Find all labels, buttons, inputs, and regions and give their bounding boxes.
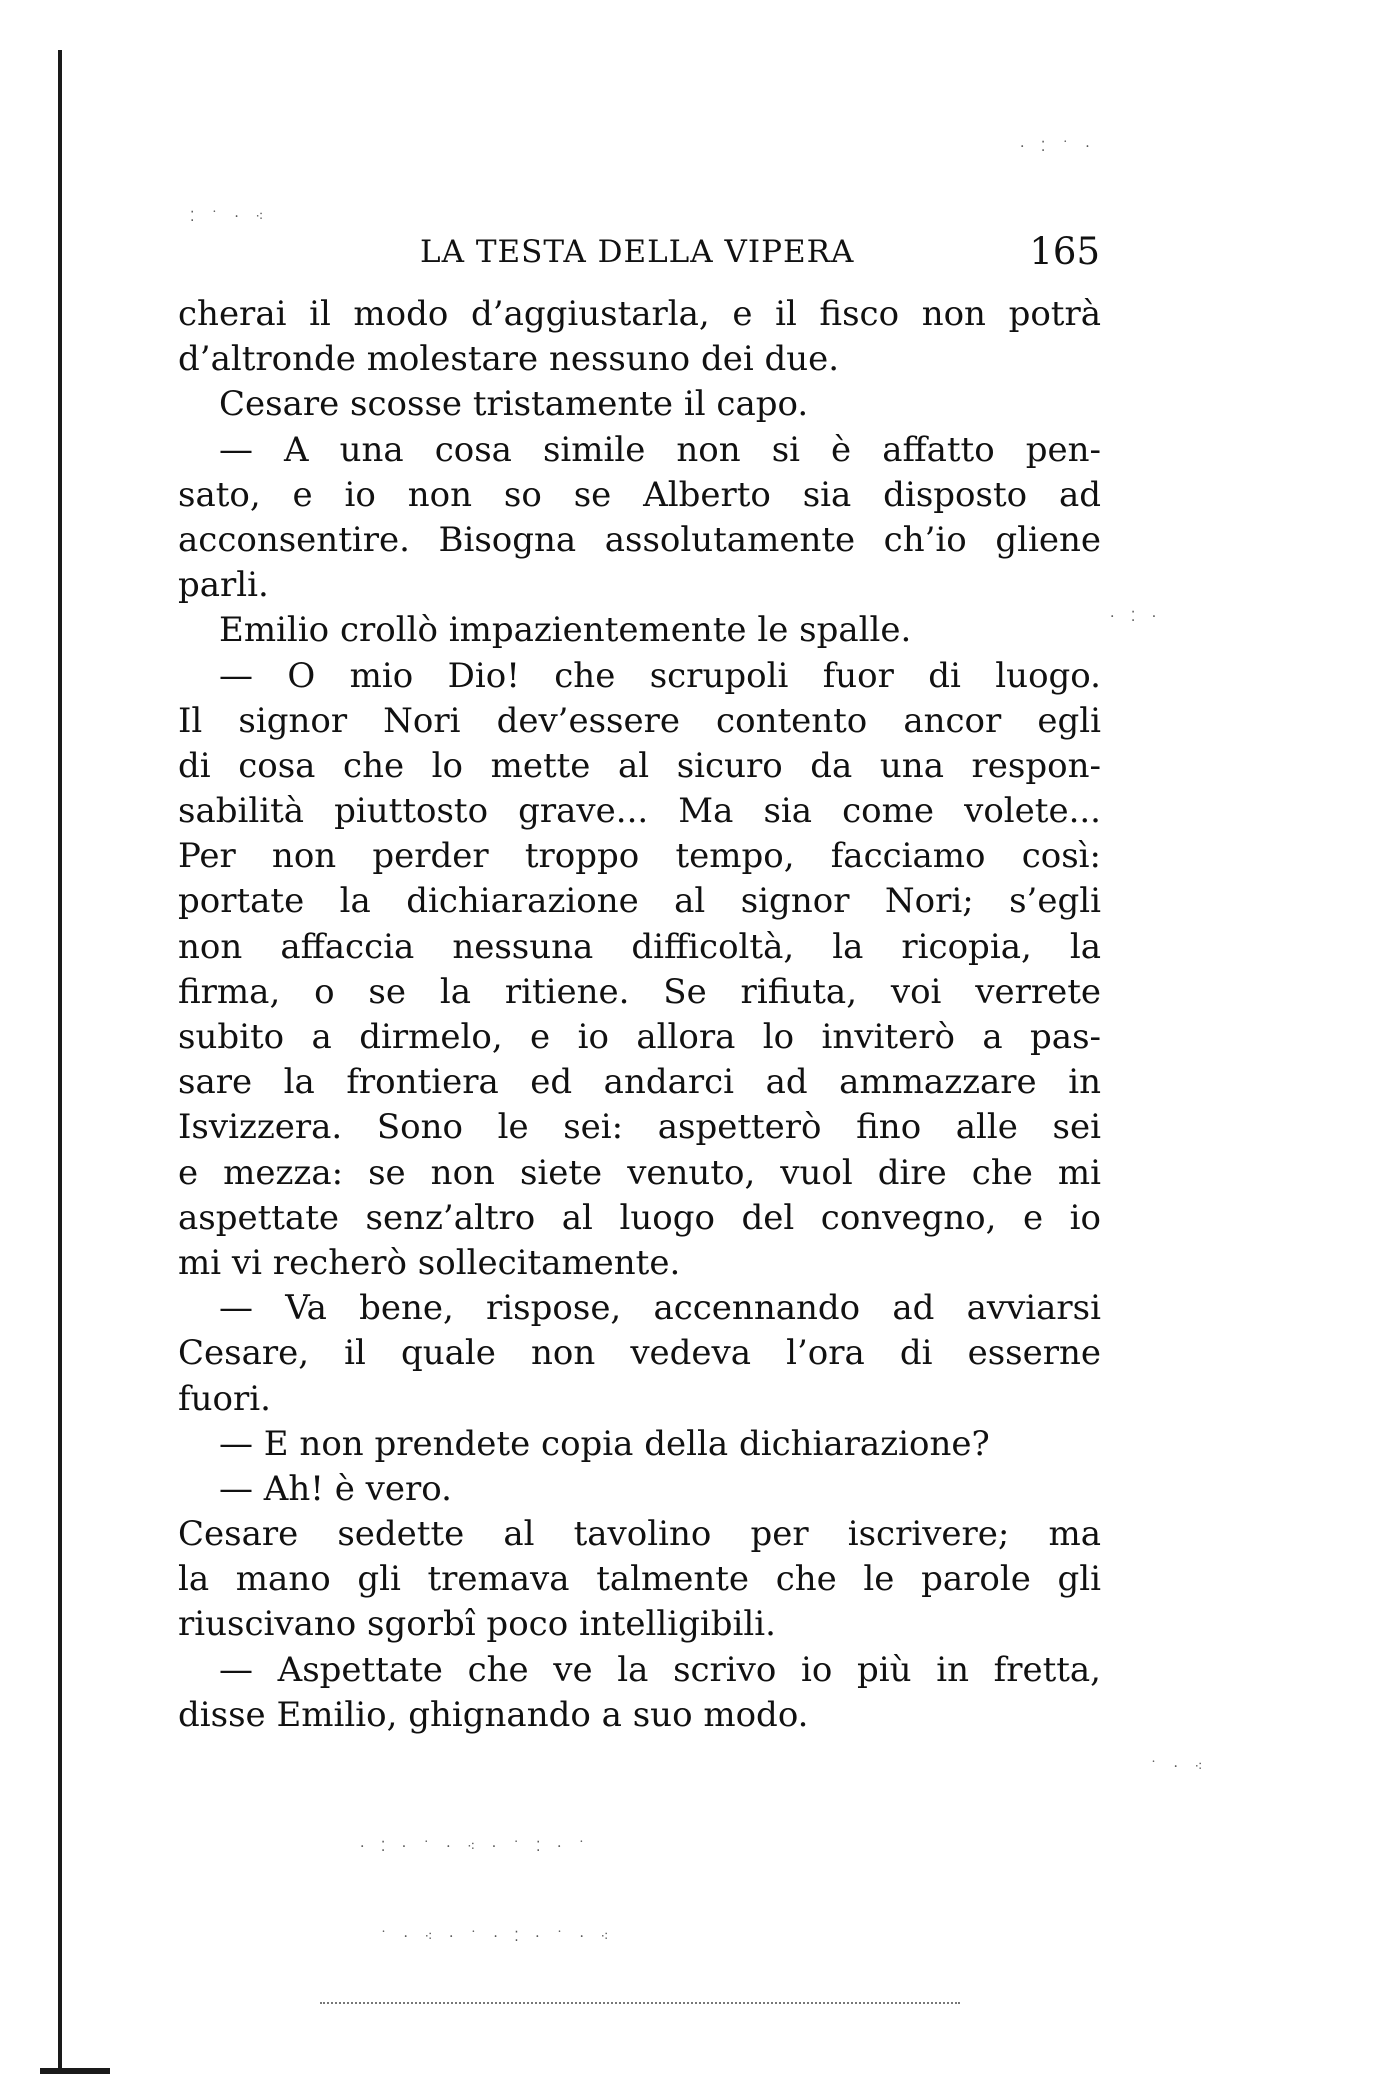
text-line: — A una cosa simile non si è affatto pen- — [219, 429, 1101, 470]
text-line: sabilità piuttosto grave... Ma sia come volete... — [178, 791, 1101, 832]
text-line: Isvizzera. Sono le sei: aspetterò fino alle sei — [178, 1107, 1101, 1148]
text-line: acconsentire. Bisogna assolutamente ch’io gliene — [178, 519, 1101, 560]
running-title: LA TESTA DELLA VIPERA — [420, 234, 855, 270]
text-line: mi vi recherò sollecitamente. — [178, 1242, 681, 1283]
scan-smudge-rule — [320, 2002, 960, 2005]
scan-speckle: · ⁚ · — [1110, 609, 1163, 625]
scan-speckle: ⁚ ˙ · ⁖ — [190, 209, 270, 225]
text-line: — Aspettate che ve la scrivo io più in fretta, — [219, 1649, 1101, 1690]
text-line: firma, o se la ritiene. Se rifiuta, voi verrete — [178, 971, 1101, 1012]
text-line: — E non prendete copia della dichiarazione? — [219, 1423, 990, 1464]
text-line: aspettate senz’altro al luogo del convegno, e io — [178, 1197, 1101, 1238]
scan-speckle: ˙ · ⁖ — [1150, 1759, 1209, 1775]
text-line: — O mio Dio! che scrupoli fuor di luogo. — [219, 655, 1101, 696]
text-line: Emilio crollò impazientemente le spalle. — [219, 610, 912, 651]
scan-speckle: ˙ · ⁖ · ˙ · ⁚ · ˙ · ⁖ — [380, 1929, 615, 1945]
text-line: di cosa che lo mette al sicuro da una respon- — [178, 745, 1101, 786]
text-line: Cesare scosse tristamente il capo. — [219, 384, 809, 425]
body-text — [178, 292, 1101, 1738]
running-head — [180, 226, 1100, 276]
text-line: sato, e io non so se Alberto sia disposto ad — [178, 474, 1101, 515]
text-line: disse Emilio, ghignando a suo modo. — [178, 1694, 809, 1735]
text-line: d’altronde molestare nessuno dei due. — [178, 339, 840, 380]
page-number: 165 — [1029, 230, 1100, 273]
text-line: Per non perder troppo tempo, facciamo così: — [178, 836, 1101, 877]
scan-speckle: · ⁚ ˙ · — [1020, 139, 1096, 155]
text-line: portate la dichiarazione al signor Nori; s’egli — [178, 881, 1101, 922]
text-line: — Va bene, rispose, accennando ad avviarsi — [219, 1288, 1101, 1329]
text-line: subito a dirmelo, e io allora lo inviterò a pas- — [178, 1017, 1101, 1057]
page-binding-edge — [58, 50, 62, 2070]
text-line: non affaccia nessuna difficoltà, la ricopia, la — [178, 926, 1101, 967]
text-line: Il signor Nori dev’essere contento ancor egli — [178, 700, 1101, 741]
text-line: riuscivano sgorbî poco intelligibili. — [178, 1604, 776, 1645]
scan-speckle: · ⁚ · ˙ · ⁖ · ˙ ⁚ · ˙ — [360, 1839, 591, 1855]
text-line: e mezza: se non siete venuto, vuol dire che mi — [178, 1152, 1101, 1193]
text-line: la mano gli tremava talmente che le parole gli — [178, 1559, 1101, 1600]
text-line: fuori. — [178, 1378, 271, 1419]
text-line: parli. — [178, 565, 269, 606]
text-line: Cesare, il quale non vedeva l’ora di esserne — [178, 1333, 1101, 1374]
text-line: sare la frontiera ed andarci ad ammazzare in — [178, 1062, 1101, 1103]
page-binding-foot — [40, 2068, 110, 2074]
text-line: Cesare sedette al tavolino per iscrivere; ma — [178, 1514, 1101, 1555]
text-line: — Ah! è vero. — [219, 1468, 452, 1509]
text-line: cherai il modo d’aggiustarla, e il fisco non potrà — [178, 294, 1101, 334]
